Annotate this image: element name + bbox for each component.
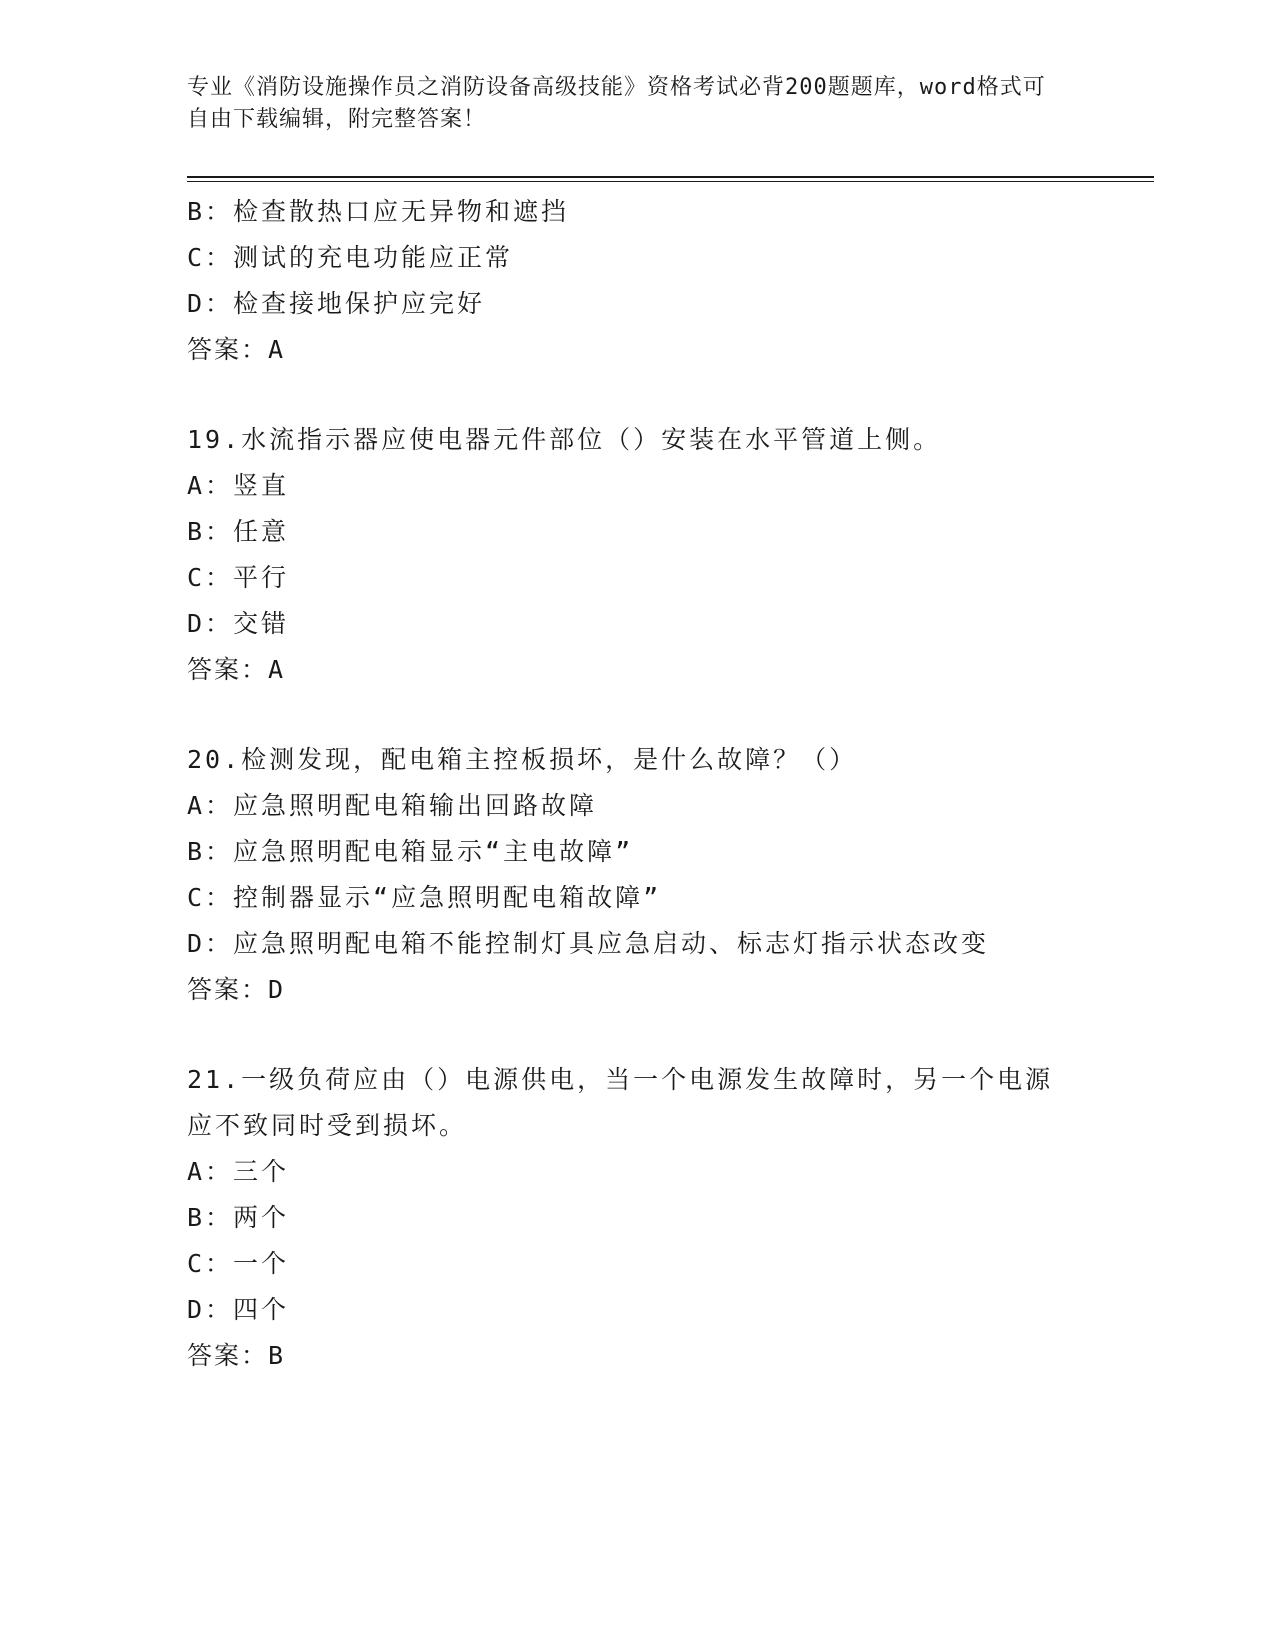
question-20-block (187, 737, 1087, 1013)
answer-line: 答案：D (187, 975, 286, 1004)
option-b: B：两个 (187, 1203, 290, 1232)
option-c: C：控制器显示“应急照明配电箱故障” (187, 883, 662, 912)
question-stem: 20.检测发现，配电箱主控板损坏，是什么故障？（） (187, 745, 858, 774)
question-list (187, 189, 1087, 1379)
spacer (187, 1013, 1087, 1057)
document-header: 专业《消防设施操作员之消防设备高级技能》资格考试必背200题题库，word格式可自由下载编辑，附完整答案！ (187, 75, 1046, 132)
spacer (187, 373, 1087, 417)
prev-question-block (187, 189, 1087, 373)
answer-line: 答案：A (187, 655, 286, 684)
question-stem: 19.水流指示器应使电器元件部位（）安装在水平管道上侧。 (187, 425, 942, 454)
header-divider-thin (187, 181, 1154, 182)
option-a: A：三个 (187, 1157, 290, 1186)
option-b: B：检查散热口应无异物和遮挡 (187, 197, 570, 226)
answer-line: 答案：A (187, 335, 286, 364)
question-19-block (187, 417, 1087, 693)
option-d: D：应急照明配电箱不能控制灯具应急启动、标志灯指示状态改变 (187, 929, 990, 958)
option-a: A：竖直 (187, 471, 290, 500)
question-stem: 21.一级负荷应由（）电源供电，当一个电源发生故障时，另一个电源应不致同时受到损坏。 (187, 1065, 1054, 1140)
option-c: C：一个 (187, 1249, 290, 1278)
answer-line: 答案：B (187, 1341, 286, 1370)
option-d: D：检查接地保护应完好 (187, 289, 486, 318)
spacer (187, 693, 1087, 737)
option-d: D：交错 (187, 609, 290, 638)
option-d: D：四个 (187, 1295, 290, 1324)
question-21-block (187, 1057, 1087, 1379)
option-c: C：测试的充电功能应正常 (187, 243, 514, 272)
option-b: B：应急照明配电箱显示“主电故障” (187, 837, 634, 866)
option-b: B：任意 (187, 517, 290, 546)
option-a: A：应急照明配电箱输出回路故障 (187, 791, 598, 820)
option-c: C：平行 (187, 563, 290, 592)
header-divider-thick (187, 176, 1154, 178)
